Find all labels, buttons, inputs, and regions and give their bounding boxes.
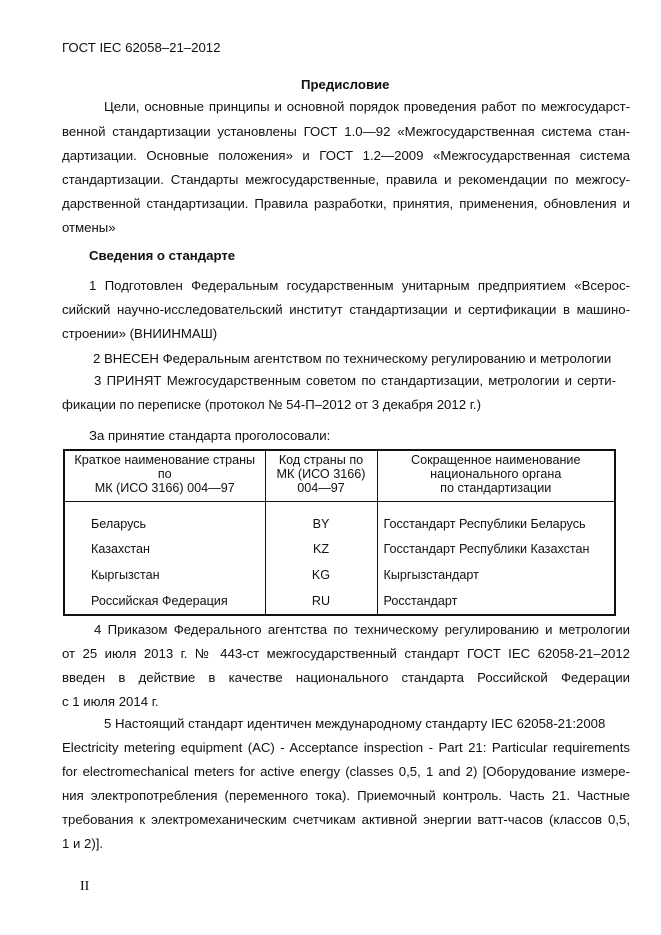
text-line: Цели, основные принципы и основной порядок проведения работ по межгосударст- xyxy=(104,99,630,114)
header-standards-body: Сокращенное наименование национального органа по стандартизации xyxy=(377,450,615,502)
code-cell: KZ xyxy=(265,536,377,562)
voting-countries-table xyxy=(63,449,616,616)
text-line: строении» (ВНИИНМАШ) xyxy=(62,326,218,341)
text-line: for electromechanical meters for active energy (classes 0,5, 1 and 2) [Оборудование измере- xyxy=(62,764,630,779)
text-line: Electricity metering equipment (AC) - Acceptance inspection - Part 21: Particular requirements xyxy=(62,740,630,755)
body-cell: Росстандарт xyxy=(377,588,615,615)
text-line: стандартизации. Стандарты межгосударственные, правила и рекомендации по межгосу- xyxy=(62,172,630,187)
table-row xyxy=(64,588,615,615)
text-line: 4 Приказом Федерального агентства по техническому регулированию и метрологии xyxy=(94,622,630,637)
info-item-2: 2 ВНЕСЕН Федеральным агентством по техническому регулированию и метрологии xyxy=(93,351,612,366)
text-line: введен в действие в качестве национального стандарта Российской Федерации xyxy=(62,670,630,685)
code-cell: BY xyxy=(265,502,377,537)
country-cell: Казахстан xyxy=(64,536,265,562)
text-line: 1 Подготовлен Федеральным государственным унитарным предприятием «Всерос- xyxy=(89,278,630,293)
header-country-name: Краткое наименование страны по МК (ИСО 3166) 004—97 xyxy=(64,450,265,502)
text-line: ния электропотребления (переменного тока). Приемочный контроль. Часть 21. Частные xyxy=(62,788,630,803)
foreword-title: Предисловие xyxy=(301,77,390,92)
text-line: венной стандартизации установлены ГОСТ 1.0—92 «Межгосударственная система стан- xyxy=(62,124,630,139)
country-cell: Российская Федерация xyxy=(64,588,265,615)
code-cell: KG xyxy=(265,562,377,588)
header-country-code: Код страны по МК (ИСО 3166) 004—97 xyxy=(265,450,377,502)
country-cell: Кыргызстан xyxy=(64,562,265,588)
body-cell: Госстандарт Республики Беларусь xyxy=(377,502,615,537)
text-line: дарственной стандартизации. Правила разработки, принятия, применения, обновления и xyxy=(62,196,630,211)
page-number: II xyxy=(80,879,90,894)
text-line: с 1 июля 2014 г. xyxy=(62,694,159,709)
text-line: сийский научно-исследовательский институт стандартизации и сертификации в машино- xyxy=(62,302,630,317)
table-row xyxy=(64,502,615,537)
text-line: фикации по переписке (протокол № 54-П–2012 от 3 декабря 2012 г.) xyxy=(62,397,481,412)
body-cell: Госстандарт Республики Казахстан xyxy=(377,536,615,562)
standard-info-title: Сведения о стандарте xyxy=(89,248,236,263)
table-row xyxy=(64,562,615,588)
body-cell: Кыргызстандарт xyxy=(377,562,615,588)
text-line: 3 ПРИНЯТ Межгосударственным советом по стандартизации, метрологии и серти- xyxy=(94,373,616,388)
text-line: отмены» xyxy=(62,220,116,235)
document-code: ГОСТ IEC 62058–21–2012 xyxy=(62,40,221,55)
text-line: требования к электромеханическим счетчикам активной энергии ватт-часов (классов 0,5, xyxy=(62,812,630,827)
country-cell: Беларусь xyxy=(64,502,265,537)
voted-intro: За принятие стандарта проголосовали: xyxy=(89,428,331,443)
text-line: дартизации. Основные положения» и ГОСТ 1.2—2009 «Межгосударственная система xyxy=(62,148,630,163)
text-line: 5 Настоящий стандарт идентичен международному стандарту IEC 62058-21:2008 xyxy=(104,716,606,731)
text-line: от 25 июля 2013 г. № 443-ст межгосударственный стандарт ГОСТ IEC 62058-21–2012 xyxy=(62,646,630,661)
text-line: 1 и 2)]. xyxy=(62,836,104,851)
code-cell: RU xyxy=(265,588,377,615)
table-header-row xyxy=(64,450,615,502)
table-row xyxy=(64,536,615,562)
